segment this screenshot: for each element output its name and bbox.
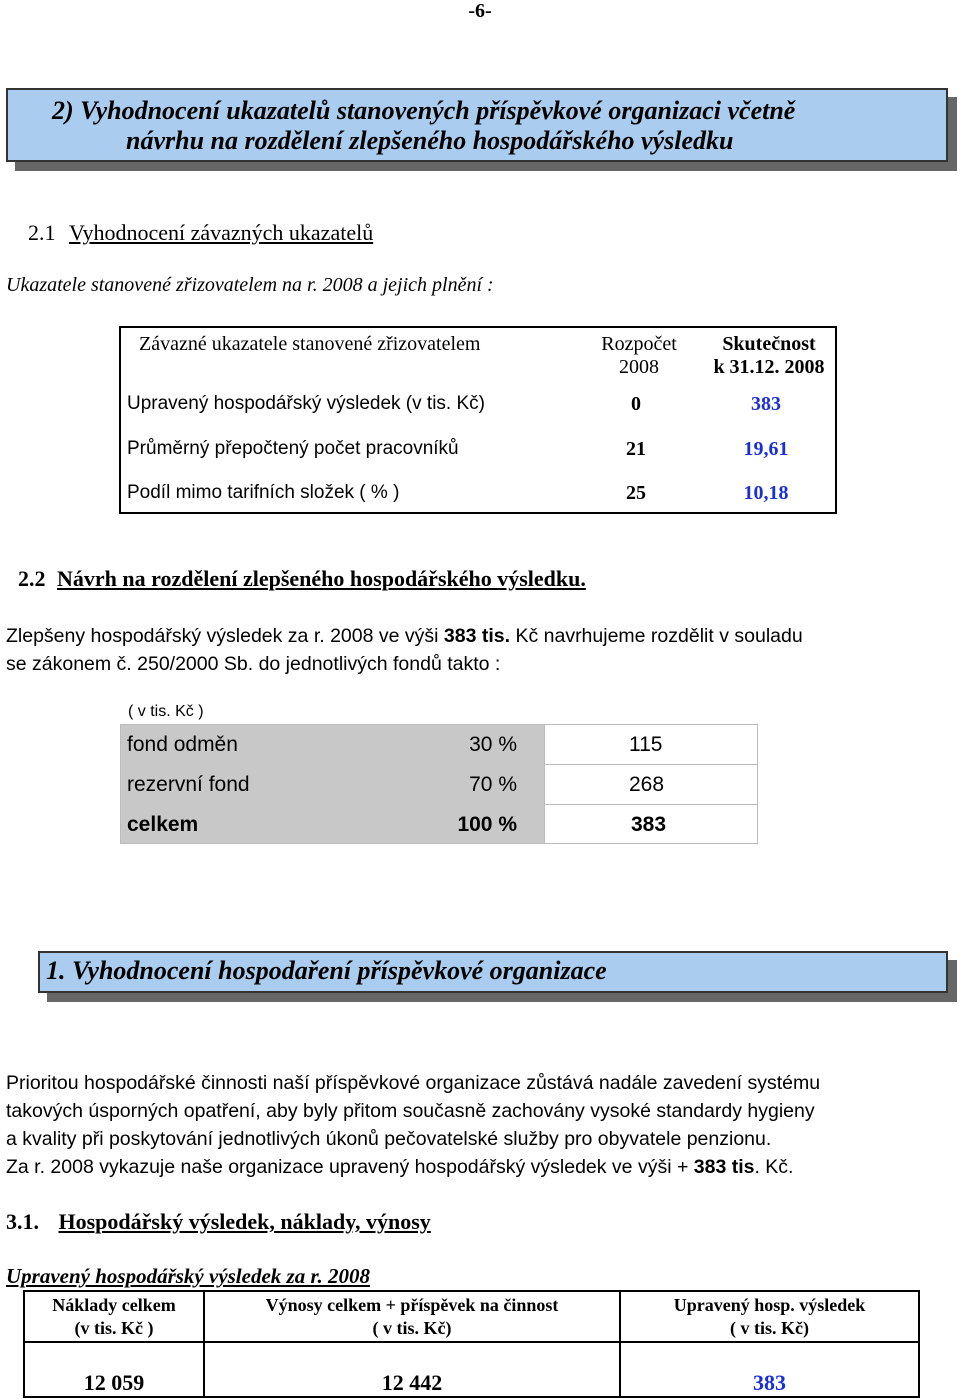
- evaluation-paragraph-line1: Prioritou hospodářské činnosti naší příspěvkové organizace zůstává nadále zavedení systému: [6, 1072, 821, 1094]
- fund-row-amount: 115: [629, 733, 663, 756]
- indicators-header-budget: [584, 333, 694, 379]
- heading-2-2: [18, 566, 586, 592]
- heading-2-1: [28, 220, 373, 246]
- heading-3-1: [6, 1209, 431, 1235]
- section-2-banner: [6, 88, 948, 162]
- indicators-row-actual: 10,18: [743, 482, 789, 504]
- fund-row-pct: 100 %: [457, 813, 517, 836]
- evaluation-paragraph-line2: takových úsporných opatření, aby byly přitom současně zachovány vysoké standardy hygieny: [6, 1100, 815, 1122]
- summary-header-result-l2: ( v tis. Kč): [730, 1318, 809, 1338]
- heading-2-1-title: Vyhodnocení závazných ukazatelů: [69, 220, 374, 245]
- indicators-header-budget-l2: 2008: [619, 356, 659, 378]
- summary-header-result: [621, 1294, 918, 1340]
- heading-2-1-number: 2.1: [28, 220, 56, 245]
- evaluation-paragraph-line4: [6, 1156, 793, 1179]
- summary-header-result-l1: Upravený hosp. výsledek: [673, 1295, 866, 1315]
- indicators-row-label: Podíl mimo tarifních složek ( % ): [127, 482, 400, 503]
- indicators-row-budget: 0: [631, 393, 641, 415]
- indicators-row-actual: 383: [751, 393, 781, 415]
- summary-header-revenue-l2: ( v tis. Kč): [372, 1318, 452, 1338]
- distribution-text: Zlepšeny hospodářský výsledek za r. 2008 ve výši: [6, 625, 444, 647]
- evaluation-text: Za r. 2008 vykazuje naše organizace upravený hospodářský výsledek ve výši +: [6, 1156, 694, 1178]
- distribution-text: Kč navrhujeme rozdělit v souladu: [510, 625, 803, 647]
- unit-note: ( v tis. Kč ): [128, 703, 204, 720]
- evaluation-paragraph-line3: a kvality při poskytování jednotlivých úkonů pečovatelské služby pro obyvatele penzionu.: [6, 1128, 772, 1150]
- summary-header-revenue-l1: Výnosy celkem + příspěvek na činnost: [265, 1295, 559, 1315]
- section-1-banner-title: 1. Vyhodnocení hospodaření příspěvkové organizace: [46, 956, 607, 985]
- evaluation-amount: 383 tis: [693, 1156, 755, 1178]
- fund-row-name: rezervní fond: [127, 773, 250, 796]
- fund-row-name: celkem: [127, 813, 199, 836]
- indicators-intro: Ukazatele stanovené zřizovatelem na r. 2008 a jejich plnění :: [6, 274, 494, 296]
- summary-subheading: Upravený hospodářský výsledek za r. 2008: [6, 1264, 370, 1288]
- summary-result-value: 383: [753, 1370, 786, 1395]
- summary-table: [23, 1290, 920, 1398]
- heading-3-1-title: Hospodářský výsledek, náklady, výnosy: [58, 1209, 431, 1234]
- summary-costs-value: 12 059: [83, 1370, 145, 1395]
- distribution-amount: 383 tis.: [443, 625, 511, 647]
- fund-row-amount: 383: [631, 813, 667, 836]
- indicators-header-label: Závazné ukazatele stanovené zřizovatelem: [139, 333, 481, 355]
- heading-3-1-number: 3.1.: [6, 1209, 39, 1234]
- evaluation-text: . Kč.: [754, 1156, 794, 1178]
- indicators-header-budget-l1: Rozpočet: [601, 333, 677, 355]
- indicators-header-actual-l2: k 31.12. 2008: [713, 356, 825, 378]
- fund-row-pct: 70 %: [469, 773, 517, 796]
- indicators-row-budget: 21: [626, 438, 646, 460]
- section-2-banner-line2: návrhu na rozdělení zlepšeného hospodářského výsledku: [126, 126, 734, 155]
- fund-row-name: fond odměn: [127, 733, 238, 756]
- summary-header-costs-l1: Náklady celkem: [52, 1295, 176, 1315]
- summary-revenue-value: 12 442: [381, 1370, 443, 1395]
- summary-header-costs: [25, 1294, 203, 1340]
- fund-row-amount: 268: [629, 773, 665, 796]
- indicators-row-label: Upravený hospodářský výsledek (v tis. Kč): [127, 393, 485, 414]
- fund-table: [120, 724, 758, 844]
- indicators-table: [119, 326, 837, 514]
- heading-2-2-number: 2.2: [18, 566, 46, 591]
- distribution-paragraph-line1: [6, 625, 803, 648]
- indicators-row-actual: 19,61: [743, 438, 789, 460]
- summary-header-revenue: [205, 1294, 619, 1340]
- page-number: -6-: [468, 0, 492, 22]
- section-1-banner: [38, 951, 948, 993]
- fund-row-pct: 30 %: [469, 733, 517, 756]
- indicators-row-budget: 25: [626, 482, 646, 504]
- indicators-row-label: Průměrný přepočtený počet pracovníků: [127, 438, 459, 459]
- summary-header-costs-l2: (v tis. Kč ): [74, 1318, 154, 1338]
- section-2-banner-line1: 2) Vyhodnocení ukazatelů stanovených příspěvkové organizaci včetně: [52, 96, 796, 125]
- indicators-header-actual: [699, 333, 839, 379]
- heading-2-2-title: Návrh na rozdělení zlepšeného hospodářského výsledku.: [57, 566, 586, 591]
- indicators-header-actual-l1: Skutečnost: [722, 333, 816, 355]
- distribution-paragraph-line2: se zákonem č. 250/2000 Sb. do jednotlivých fondů takto :: [6, 653, 501, 675]
